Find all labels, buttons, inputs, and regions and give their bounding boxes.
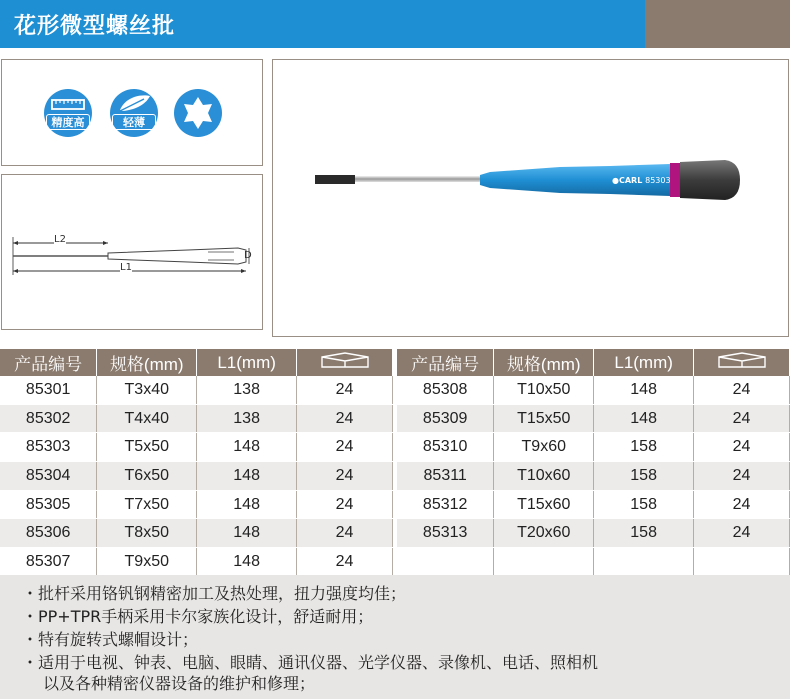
header-length: L1(mm) [197, 349, 297, 376]
cell-code: 85308 [397, 376, 494, 404]
table-row [397, 490, 790, 519]
badge-torx [172, 88, 224, 138]
cell-qty: 24 [297, 376, 393, 404]
cell-qty: 24 [297, 433, 393, 462]
brand-label [612, 176, 671, 185]
cell-length: 148 [594, 376, 694, 404]
cell-code [397, 548, 494, 577]
table-row [397, 462, 790, 491]
header-spec: 规格(mm) [494, 349, 594, 376]
l2-label: L2 [54, 234, 66, 245]
cell-length: 148 [197, 490, 297, 519]
table-row [397, 433, 790, 462]
cell-qty: 24 [694, 519, 790, 548]
cell-code: 85306 [0, 519, 97, 548]
cell-spec: T9x50 [97, 548, 197, 577]
table-row [0, 519, 393, 548]
cell-qty: 24 [297, 490, 393, 519]
cell-code: 85302 [0, 404, 97, 433]
note-item: ・适用于电视、钟表、电脑、眼睛、通讯仪器、光学仪器、录像机、电话、照相机 [22, 653, 599, 672]
cell-qty: 24 [694, 462, 790, 491]
header-quantity [694, 349, 790, 376]
cell-code: 85301 [0, 376, 97, 404]
dimension-drawing [8, 225, 260, 285]
cell-length: 158 [594, 490, 694, 519]
cell-spec: T10x60 [494, 462, 594, 491]
handle-code: 85303 [645, 176, 671, 185]
cell-length: 148 [197, 548, 297, 577]
cell-qty: 24 [297, 462, 393, 491]
table-row [0, 462, 393, 491]
cell-code: 85312 [397, 490, 494, 519]
cell-length: 158 [594, 462, 694, 491]
badge-light [108, 88, 160, 138]
cell-qty: 24 [297, 404, 393, 433]
cell-qty: 24 [694, 490, 790, 519]
cell-length: 158 [594, 433, 694, 462]
d-label: D [244, 250, 252, 261]
cell-code: 85305 [0, 490, 97, 519]
header-product-code: 产品编号 [397, 349, 494, 376]
table-row [397, 376, 790, 404]
box-icon [316, 350, 374, 370]
table-row [0, 376, 393, 404]
cell-spec: T9x60 [494, 433, 594, 462]
spec-table-right [397, 349, 790, 577]
cell-length: 138 [197, 404, 297, 433]
box-icon [713, 350, 771, 370]
cell-qty: 24 [694, 376, 790, 404]
cell-code: 85303 [0, 433, 97, 462]
header-spec: 规格(mm) [97, 349, 197, 376]
table-row [0, 404, 393, 433]
cell-spec: T10x50 [494, 376, 594, 404]
badge-precision [42, 88, 94, 138]
cell-length: 148 [197, 519, 297, 548]
cell-length: 148 [197, 462, 297, 491]
screwdriver-image [310, 150, 750, 210]
table-row [0, 548, 393, 577]
torx-star-icon [172, 88, 224, 138]
table-header-row [397, 349, 790, 376]
table-row [0, 433, 393, 462]
cell-length: 138 [197, 376, 297, 404]
cell-length: 148 [594, 404, 694, 433]
feature-notes [0, 575, 790, 699]
note-item: 以及各种精密仪器设备的维护和修理； [43, 674, 316, 693]
cell-code: 85310 [397, 433, 494, 462]
header-quantity [297, 349, 393, 376]
cell-spec: T5x50 [97, 433, 197, 462]
header-length: L1(mm) [594, 349, 694, 376]
cell-qty: 24 [297, 548, 393, 577]
cell-code: 85311 [397, 462, 494, 491]
cell-length: 148 [197, 433, 297, 462]
page-title: 花形微型螺丝批 [14, 14, 176, 39]
cell-spec: T7x50 [97, 490, 197, 519]
title-bar-accent [645, 0, 790, 48]
note-item: ・特有旋转式螺帽设计； [22, 630, 199, 649]
cell-length: 158 [594, 519, 694, 548]
cell-code: 85307 [0, 548, 97, 577]
cell-qty: 24 [297, 519, 393, 548]
note-item: ・PP+TPR手柄采用卡尔家族化设计，舒适耐用； [22, 607, 374, 626]
cell-spec: T6x50 [97, 462, 197, 491]
cell-qty: 24 [694, 433, 790, 462]
l1-label: L1 [120, 262, 132, 273]
cell-spec: T15x50 [494, 404, 594, 433]
spec-table-left [0, 349, 393, 577]
cell-length [594, 548, 694, 577]
table-row [0, 490, 393, 519]
cell-code: 85304 [0, 462, 97, 491]
cell-spec: T3x40 [97, 376, 197, 404]
cell-code: 85313 [397, 519, 494, 548]
table-row [397, 519, 790, 548]
cell-spec: T8x50 [97, 519, 197, 548]
badge-label: 轻薄 [112, 114, 156, 130]
header-product-code: 产品编号 [0, 349, 97, 376]
note-item: ・批杆采用铬钒钢精密加工及热处理，扭力强度均佳； [22, 584, 407, 603]
cell-code: 85309 [397, 404, 494, 433]
cell-qty [694, 548, 790, 577]
table-row [397, 404, 790, 433]
cell-spec: T20x60 [494, 519, 594, 548]
brand-name: ●CARL [612, 176, 643, 185]
table-row [397, 548, 790, 577]
cell-spec: T15x60 [494, 490, 594, 519]
badge-label: 精度高 [46, 114, 90, 130]
table-header-row [0, 349, 393, 376]
cell-spec [494, 548, 594, 577]
cell-qty: 24 [694, 404, 790, 433]
cell-spec: T4x40 [97, 404, 197, 433]
